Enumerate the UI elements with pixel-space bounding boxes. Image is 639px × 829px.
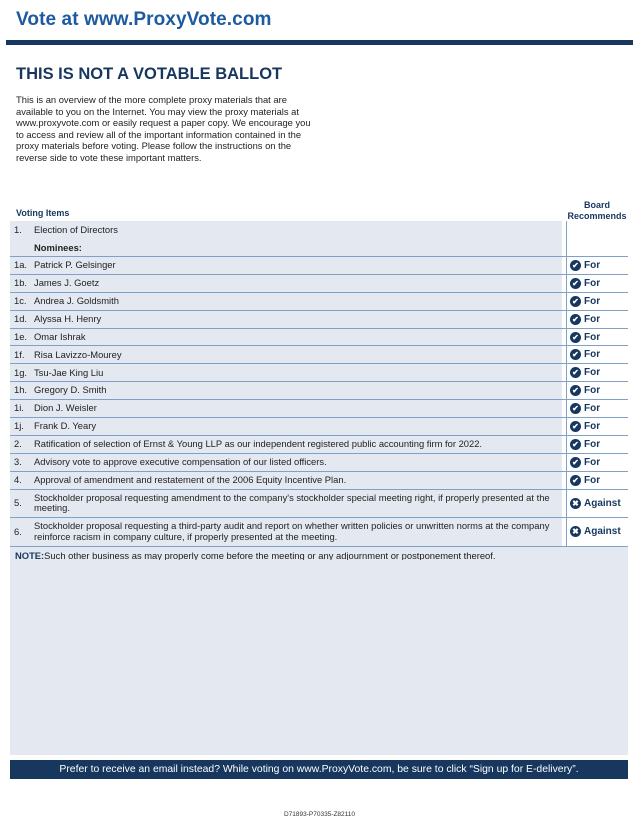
item-label: Omar Ishrak <box>34 330 86 342</box>
item-label: Approval of amendment and restatement of the 2006 Equity Incentive Plan. <box>34 473 347 485</box>
item-label: Andrea J. Goldsmith <box>34 294 119 306</box>
blank-area <box>10 560 628 755</box>
board-recommendation <box>566 400 628 417</box>
edelivery-banner <box>10 760 628 779</box>
item-number: 1a. <box>14 259 28 271</box>
nominees-label: Nominees: <box>34 241 82 253</box>
board-recommendation <box>566 436 628 453</box>
voting-item-row <box>10 382 628 400</box>
item-label: Ratification of selection of Ernst & Young LLP as our independent registered public accounting firm for 2022. <box>34 438 483 450</box>
x-circle-icon: ✖ <box>570 526 581 537</box>
recommendation-label: For <box>584 420 601 432</box>
recommendation-label: For <box>584 385 601 397</box>
voting-item-row <box>10 454 628 472</box>
board-recommendation <box>566 257 628 274</box>
recommendation-label: For <box>584 367 601 379</box>
check-circle-icon: ✔ <box>570 385 581 396</box>
check-circle-icon: ✔ <box>570 475 581 486</box>
edelivery-text: Prefer to receive an email instead? While voting on www.ProxyVote.com, be sure to click “Sign up for E-delivery”. <box>59 764 579 775</box>
header-title: Vote at www.ProxyVote.com <box>16 9 272 30</box>
item-number: 1d. <box>14 312 28 324</box>
item-number: 1e. <box>14 330 28 342</box>
recommendation-label: For <box>584 259 601 271</box>
recommendation-label: For <box>584 438 601 450</box>
board-recommendation <box>566 293 628 310</box>
recommendation-label: Against <box>584 497 621 509</box>
board-recommendation <box>566 454 628 471</box>
recommendation-label: For <box>584 331 601 343</box>
board-recommendation <box>566 472 628 489</box>
voting-item-row <box>10 364 628 382</box>
board-recommendation <box>566 382 628 399</box>
voting-items-header: Voting Items <box>16 208 70 218</box>
x-circle-icon: ✖ <box>570 498 581 509</box>
check-circle-icon: ✔ <box>570 332 581 343</box>
voting-item-row <box>10 400 628 418</box>
board-recommendation <box>566 490 628 518</box>
item-label: Dion J. Weisler <box>34 402 97 414</box>
voting-item-row <box>10 275 628 293</box>
board-recommendation <box>566 329 628 346</box>
recommendation-label: For <box>584 403 601 415</box>
recommendation-label: For <box>584 313 601 325</box>
board-recommendation <box>566 364 628 381</box>
voting-item-row <box>10 418 628 436</box>
item-label: Gregory D. Smith <box>34 384 107 396</box>
voting-item-row <box>10 329 628 347</box>
item-label: Advisory vote to approve executive compensation of our listed officers. <box>34 455 327 467</box>
item-number: 1g. <box>14 366 28 378</box>
voting-item-row <box>10 490 628 519</box>
recommendation-label: For <box>584 277 601 289</box>
item-label: Risa Lavizzo-Mourey <box>34 348 122 360</box>
check-circle-icon: ✔ <box>570 367 581 378</box>
item-label: Stockholder proposal requesting a third-party audit and report on whether written policies or unwritten norms at the company reinforce racism in company culture, if properly presented at the meeting. <box>34 520 550 542</box>
voting-item-row <box>10 346 628 364</box>
recommendation-label: For <box>584 349 601 361</box>
item-label: Stockholder proposal requesting amendment to the company's stockholder special meeting right, if properly presented at the meeting. <box>34 491 550 514</box>
item-number: 2. <box>14 438 22 450</box>
board-recommendation <box>566 275 628 292</box>
item-number: 5. <box>14 497 22 509</box>
item-label: Alyssa H. Henry <box>34 312 102 324</box>
voting-item-row <box>10 311 628 329</box>
recommendation-label: For <box>584 295 601 307</box>
item-label: James J. Goetz <box>34 277 100 289</box>
item-number: 1f. <box>14 348 25 360</box>
item-number: 6. <box>14 525 22 537</box>
check-circle-icon: ✔ <box>570 421 581 432</box>
check-circle-icon: ✔ <box>570 260 581 271</box>
header-rule <box>6 40 633 45</box>
item-number: 3. <box>14 455 22 467</box>
voting-item-row <box>10 436 628 454</box>
board-recommendation <box>566 518 628 546</box>
board-recommendation <box>566 311 628 328</box>
recommendation-label: For <box>584 474 601 486</box>
voting-item-row <box>10 518 628 547</box>
ballot-title: THIS IS NOT A VOTABLE BALLOT <box>16 65 283 83</box>
note-text: Such other business as may properly come before the meeting or any adjournment or postponement thereof. <box>44 549 496 561</box>
item-number: 1b. <box>14 277 28 289</box>
check-circle-icon: ✔ <box>570 403 581 414</box>
check-circle-icon: ✔ <box>570 278 581 289</box>
note-label: NOTE: <box>15 549 45 561</box>
voting-item-row <box>10 472 628 490</box>
item-label: Election of Directors <box>34 223 118 235</box>
item-label: Frank D. Yeary <box>34 420 97 432</box>
item-label: Tsu-Jae King Liu <box>34 366 104 378</box>
intro-paragraph: This is an overview of the more complete proxy materials that are available to you on the Internet. You may view the proxy materials at www.proxyvote.com or easily request a paper copy. We encourage you to access and review all of the important information contained in the proxy materials before voting. Please follow the instructions on the reverse side to vote these important matters. <box>16 94 311 163</box>
recommendation-label: Against <box>584 526 621 538</box>
item-number: 1h. <box>14 384 28 396</box>
voting-item-row <box>10 257 628 275</box>
board-recommendation <box>566 346 628 363</box>
check-circle-icon: ✔ <box>570 296 581 307</box>
check-circle-icon: ✔ <box>570 457 581 468</box>
item-number: 1i. <box>14 402 24 414</box>
item-label: Patrick P. Gelsinger <box>34 259 116 271</box>
election-of-directors-row <box>10 221 628 257</box>
recommendation-label: For <box>584 456 601 468</box>
check-circle-icon: ✔ <box>570 349 581 360</box>
voting-table <box>10 221 628 547</box>
board-recommendation <box>566 418 628 435</box>
check-circle-icon: ✔ <box>570 439 581 450</box>
voting-item-row <box>10 293 628 311</box>
item-number: 1c. <box>14 294 27 306</box>
document-code: D71893-P70335-Z82110 <box>283 811 356 818</box>
item-number: 1j. <box>14 420 24 432</box>
item-number: 4. <box>14 473 22 485</box>
check-circle-icon: ✔ <box>570 314 581 325</box>
item-number: 1. <box>14 223 22 235</box>
board-recommends-header: Board Recommends <box>567 200 627 221</box>
